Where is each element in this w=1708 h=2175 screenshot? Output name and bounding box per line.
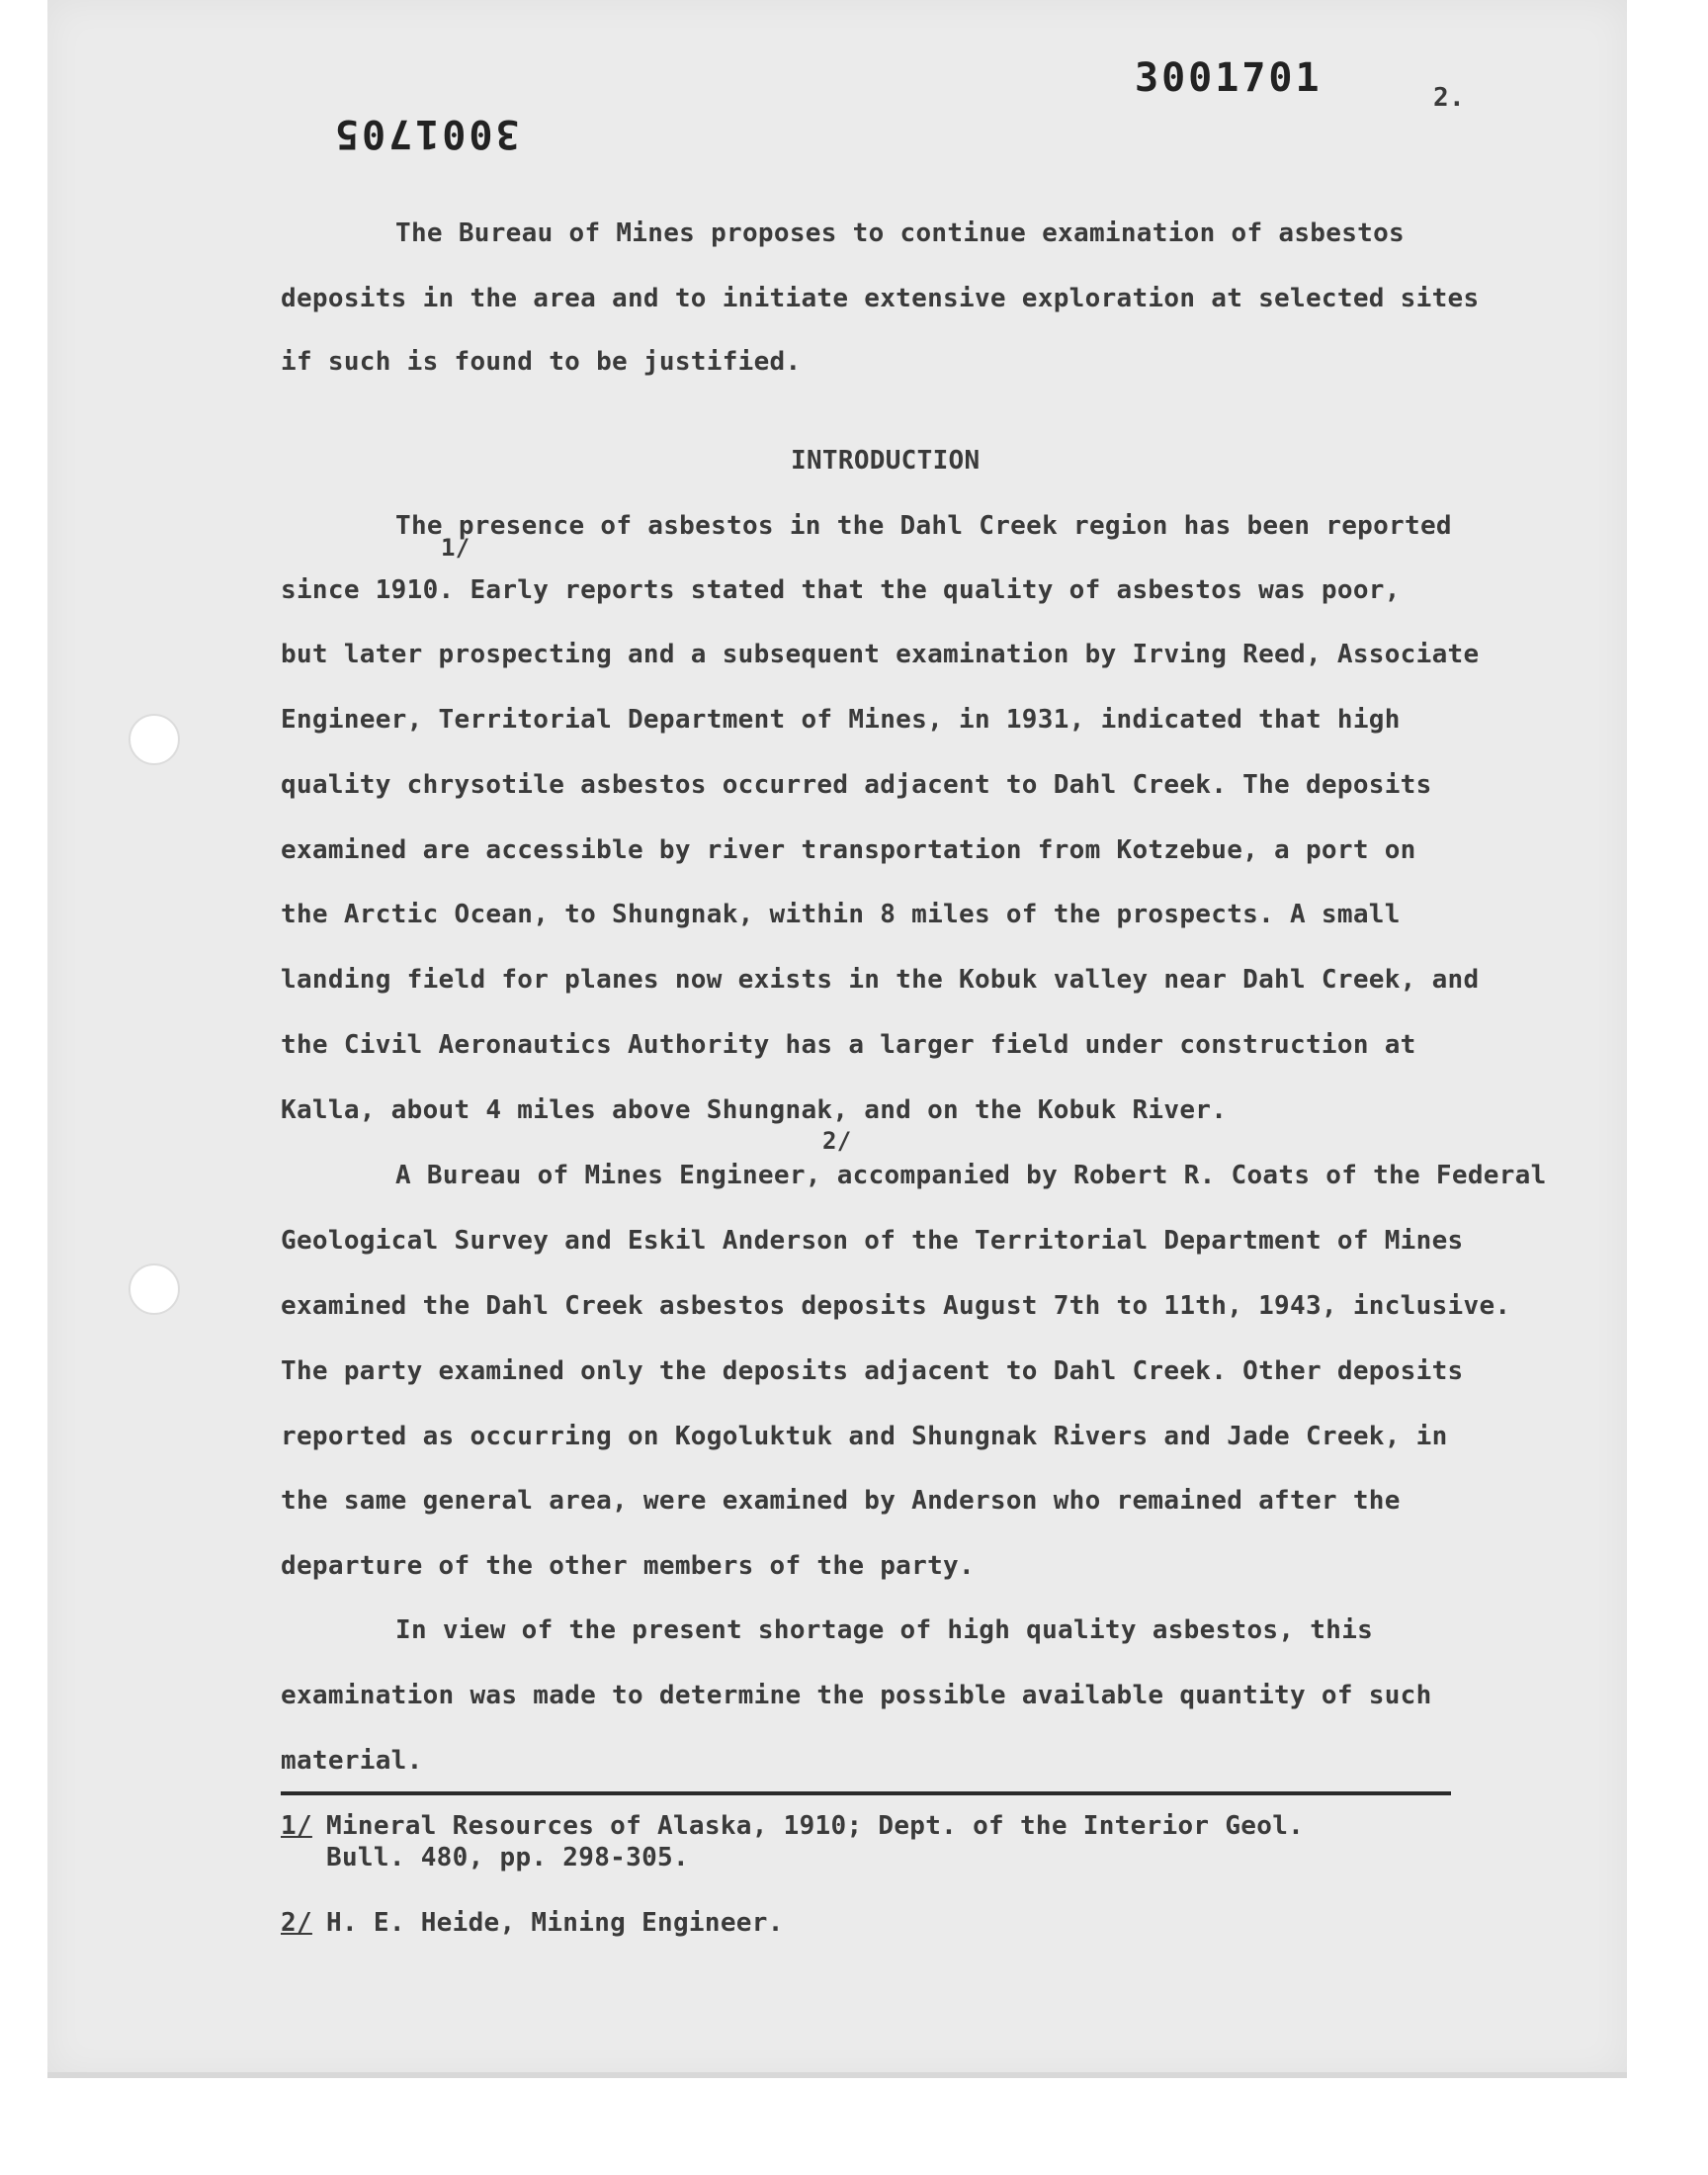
para1-line-4: Engineer, Territorial Department of Mines, in 1931, indicated that high: [281, 705, 1401, 735]
document-number-stamp: 3001701: [1135, 55, 1323, 101]
para3-line-2: examination was made to determine the possible available quantity of such: [281, 1681, 1432, 1710]
para3-line-3: material.: [281, 1746, 423, 1776]
footnote-1-mark: 1/: [281, 1811, 312, 1841]
para1-line-2: since 1910. Early reports stated that the quality of asbestos was poor,: [281, 575, 1401, 605]
para1-line-10: Kalla, about 4 miles above Shungnak, and on the Kobuk River.: [281, 1095, 1228, 1125]
intro-line-3: if such is found to be justified.: [281, 347, 802, 377]
para1-line-9: the Civil Aeronautics Authority has a larger field under construction at: [281, 1030, 1416, 1060]
para2-line-3: examined the Dahl Creek asbestos deposits August 7th to 11th, 1943, inclusive.: [281, 1291, 1511, 1321]
intro-line-1: The Bureau of Mines proposes to continue examination of asbestos: [395, 218, 1406, 248]
footnote-2-mark: 2/: [281, 1908, 312, 1938]
para1-line-8: landing field for planes now exists in the Kobuk valley near Dahl Creek, and: [281, 965, 1480, 995]
para2-line-7: departure of the other members of the party.: [281, 1551, 975, 1581]
para2-line-6: the same general area, were examined by Anderson who remained after the: [281, 1486, 1401, 1516]
para2-line-2: Geological Survey and Eskil Anderson of the Territorial Department of Mines: [281, 1226, 1464, 1256]
para1-line-7: the Arctic Ocean, to Shungnak, within 8 miles of the prospects. A small: [281, 900, 1401, 929]
section-heading: INTRODUCTION: [791, 446, 981, 476]
footnote-divider: [281, 1791, 1451, 1795]
punch-hole-upper: [128, 714, 180, 765]
page-bottom-edge: [47, 2072, 1627, 2078]
inverted-document-number-stamp: 3001705: [332, 111, 520, 156]
para2-line-1: A Bureau of Mines Engineer, accompanied by Robert R. Coats of the Federal: [395, 1161, 1547, 1190]
para2-line-5: reported as occurring on Kogoluktuk and Shungnak Rivers and Jade Creek, in: [281, 1422, 1448, 1451]
para1-line-1: The presence of asbestos in the Dahl Creek region has been reported: [395, 511, 1452, 541]
para2-line-4: The party examined only the deposits adjacent to Dahl Creek. Other deposits: [281, 1356, 1464, 1386]
punch-hole-lower: [128, 1263, 180, 1315]
footnote-2-line-1: H. E. Heide, Mining Engineer.: [326, 1908, 784, 1938]
footnote-1-line-2: Bull. 480, pp. 298-305.: [326, 1843, 689, 1872]
para3-line-1: In view of the present shortage of high quality asbestos, this: [395, 1615, 1374, 1645]
footnote-1-line-1: Mineral Resources of Alaska, 1910; Dept. of the Interior Geol.: [326, 1811, 1305, 1841]
footnote-ref-1: 1/: [441, 534, 470, 562]
page-number: 2.: [1433, 83, 1465, 113]
para1-line-3: but later prospecting and a subsequent examination by Irving Reed, Associate: [281, 640, 1480, 669]
footnote-ref-2: 2/: [822, 1127, 852, 1155]
para1-line-5: quality chrysotile asbestos occurred adjacent to Dahl Creek. The deposits: [281, 770, 1432, 800]
intro-line-2: deposits in the area and to initiate extensive exploration at selected sites: [281, 284, 1480, 313]
para1-line-6: examined are accessible by river transportation from Kotzebue, a port on: [281, 835, 1416, 865]
